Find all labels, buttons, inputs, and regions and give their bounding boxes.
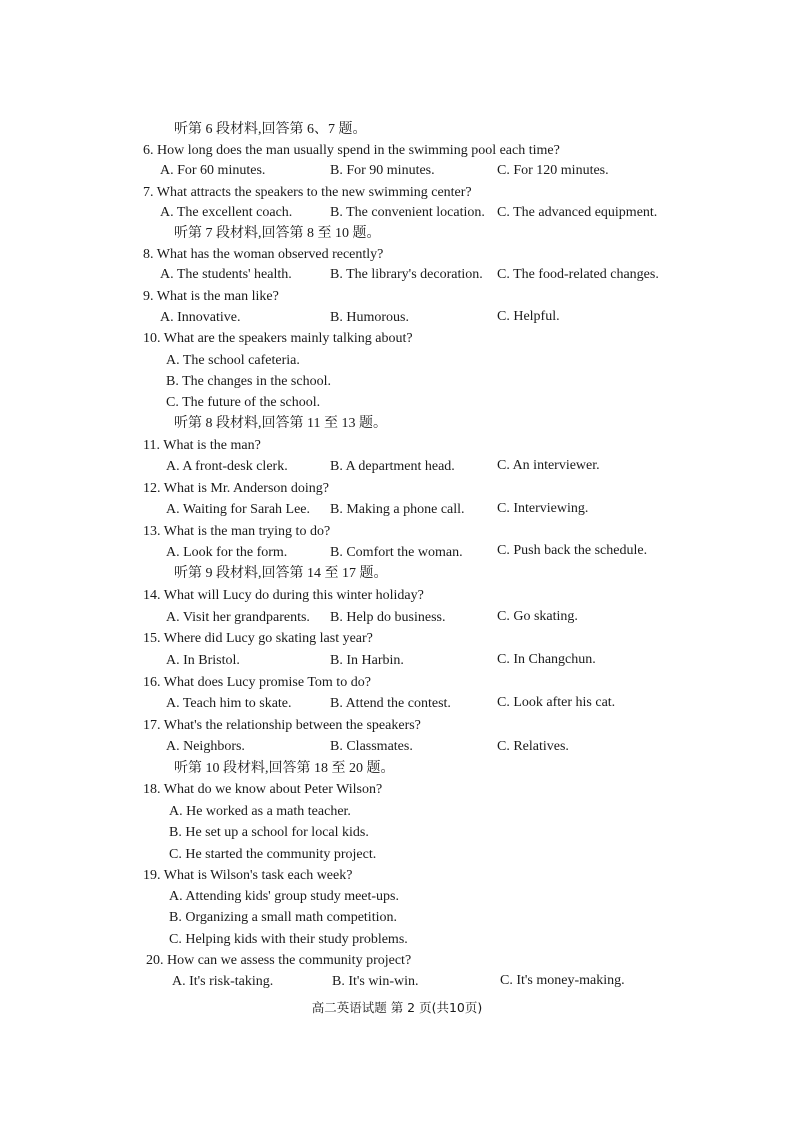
question-text: 6. How long does the man usually spend in the swimming pool each time? — [143, 143, 560, 158]
question-text: 9. What is the man like? — [143, 289, 279, 304]
section-heading: 听第 6 段材料,回答第 6、7 题。 — [174, 122, 367, 137]
option-b: B. Humorous. — [330, 310, 409, 325]
option-a: A. Look for the form. — [166, 545, 288, 560]
question-text: 18. What do we know about Peter Wilson? — [143, 782, 383, 797]
option-b: B. A department head. — [330, 459, 455, 474]
section-heading: 听第 8 段材料,回答第 11 至 13 题。 — [174, 416, 387, 431]
option-a: A. Attending kids' group study meet-ups. — [169, 889, 400, 904]
option-a: A. Waiting for Sarah Lee. — [166, 502, 311, 517]
question-text: 11. What is the man? — [143, 438, 261, 453]
option-c: C. The food-related changes. — [497, 267, 659, 282]
option-c: C. Look after his cat. — [497, 695, 616, 710]
option-a: A. Visit her grandparents. — [166, 610, 310, 625]
option-a: A. The school cafeteria. — [166, 353, 300, 368]
option-b: B. Classmates. — [330, 739, 413, 754]
page-footer: 高二英语试题 第 2 页(共10页) — [311, 1000, 483, 1015]
question-text: 8. What has the woman observed recently? — [143, 247, 384, 262]
option-a: A. The excellent coach. — [160, 205, 293, 220]
question-text: 16. What does Lucy promise Tom to do? — [143, 675, 371, 690]
option-a: A. For 60 minutes. — [160, 163, 266, 178]
option-c: C. Go skating. — [497, 609, 578, 624]
option-a: A. Neighbors. — [166, 739, 245, 754]
question-text: 15. Where did Lucy go skating last year? — [143, 631, 373, 646]
option-b: B. Attend the contest. — [330, 696, 451, 711]
question-text: 20. How can we assess the community project? — [146, 953, 412, 968]
option-b: B. The library's decoration. — [330, 267, 483, 282]
option-b: B. The convenient location. — [330, 205, 485, 220]
question-text: 7. What attracts the speakers to the new swimming center? — [143, 185, 472, 200]
option-b: B. In Harbin. — [330, 653, 404, 668]
option-b: B. Comfort the woman. — [330, 545, 463, 560]
option-a: A. The students' health. — [160, 267, 292, 282]
option-b: B. The changes in the school. — [166, 374, 331, 389]
section-heading: 听第 10 段材料,回答第 18 至 20 题。 — [174, 761, 395, 776]
option-c: C. In Changchun. — [497, 652, 596, 667]
option-c: C. The advanced equipment. — [497, 205, 658, 220]
question-text: 19. What is Wilson's task each week? — [143, 868, 353, 883]
option-c: C. The future of the school. — [166, 395, 321, 410]
question-text: 17. What's the relationship between the speakers? — [143, 718, 421, 733]
option-c: C. For 120 minutes. — [497, 163, 609, 178]
option-b: B. Help do business. — [330, 610, 446, 625]
option-c: C. Interviewing. — [497, 501, 589, 516]
option-c: C. Helpful. — [497, 309, 560, 324]
option-b: B. Making a phone call. — [330, 502, 465, 517]
option-a: A. It's risk-taking. — [172, 974, 274, 989]
question-text: 12. What is Mr. Anderson doing? — [143, 481, 330, 496]
question-text: 10. What are the speakers mainly talking about? — [143, 331, 413, 346]
option-c: C. It's money-making. — [500, 973, 625, 988]
option-a: A. A front-desk clerk. — [166, 459, 288, 474]
option-a: A. In Bristol. — [166, 653, 240, 668]
option-b: B. For 90 minutes. — [330, 163, 435, 178]
section-heading: 听第 7 段材料,回答第 8 至 10 题。 — [174, 226, 381, 241]
option-a: A. Teach him to skate. — [166, 696, 292, 711]
question-text: 14. What will Lucy do during this winter holiday? — [143, 588, 424, 603]
question-text: 13. What is the man trying to do? — [143, 524, 331, 539]
option-b: B. He set up a school for local kids. — [169, 825, 369, 840]
option-a: A. Innovative. — [160, 310, 241, 325]
option-c: C. Helping kids with their study problems. — [169, 932, 408, 947]
option-c: C. An interviewer. — [497, 458, 600, 473]
section-heading: 听第 9 段材料,回答第 14 至 17 题。 — [174, 566, 388, 581]
option-b: B. It's win-win. — [332, 974, 419, 989]
option-a: A. He worked as a math teacher. — [169, 804, 351, 819]
option-c: C. Relatives. — [497, 739, 569, 754]
option-c: C. He started the community project. — [169, 847, 377, 862]
option-b: B. Organizing a small math competition. — [169, 910, 397, 925]
option-c: C. Push back the schedule. — [497, 543, 648, 558]
